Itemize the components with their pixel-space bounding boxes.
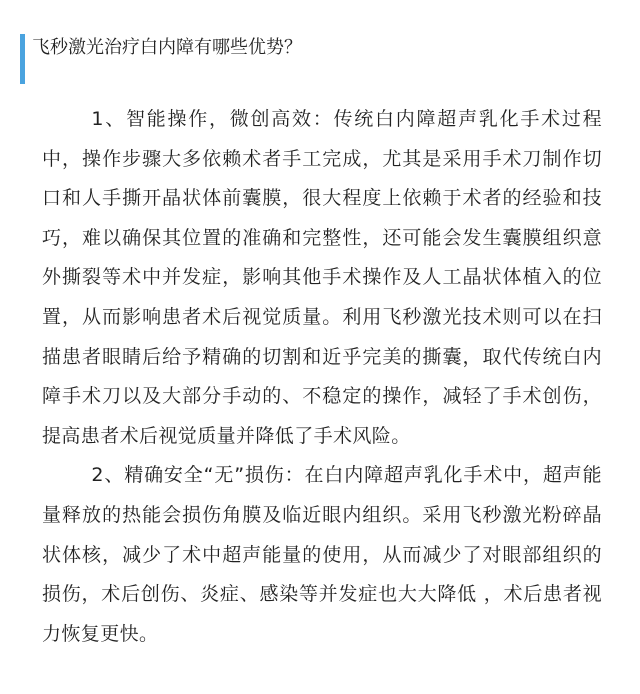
heading-accent-bar xyxy=(20,34,25,84)
paragraph-smart-operation: 1、智能操作，微创高效：传统白内障超声乳化手术过程中，操作步骤大多依赖术者手工完成，尤其是采用手术刀制作切口和人手撕开晶状体前囊膜，很大程度上依赖于术者的经验和技巧，难以确保其位置的准确和完整性，还可能会发生囊膜组织意外撕裂等术中并发症，影响其他手术操作及人工晶状体植入的位置，从而影响患者术后视觉质量。利用飞秒激光技术则可以在扫描患者眼睛后给予精确的切割和近乎完美的撕囊，取代传统白内障手术刀以及大部分手动的、不稳定的操作，减轻了手术创伤，提高患者术后视觉质量并降低了手术风险。 xyxy=(42,108,602,447)
article-body xyxy=(42,100,602,654)
article-title: 飞秒激光治疗白内障有哪些优势？ xyxy=(32,37,302,58)
paragraph-precise-safe: 2、精确安全“无”损伤：在白内障超声乳化手术中，超声能量释放的热能会损伤角膜及临近眼内组织。采用飞秒激光粉碎晶状体核，减少了术中超声能量的使用，从而减少了对眼部组织的损伤，术后创伤、炎症、感染等并发症也大大降低 ，术后患者视力恢复更快。 xyxy=(42,464,602,645)
article-heading xyxy=(20,34,620,84)
